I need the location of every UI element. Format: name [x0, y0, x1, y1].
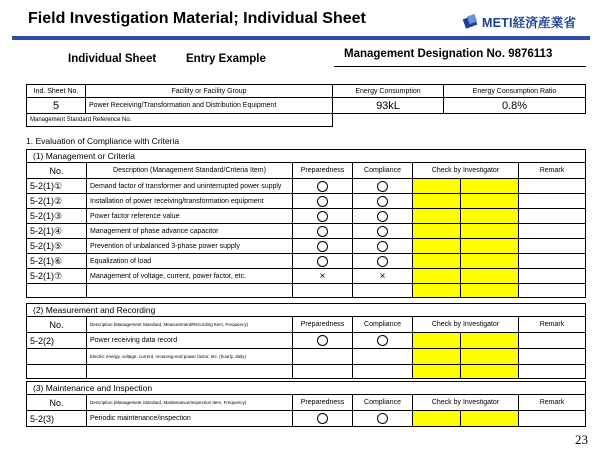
row-no: 5-2(1)⑥: [27, 254, 87, 269]
empty-cell: [353, 284, 413, 298]
check-cell[interactable]: [461, 284, 519, 298]
remark-cell[interactable]: [519, 179, 586, 194]
empty-cell: [87, 284, 293, 298]
remark-cell[interactable]: [519, 284, 586, 298]
subtitle-entry-example: Entry Example: [186, 53, 266, 65]
section2-title: (2) Measurement and Recording: [26, 303, 586, 316]
header-energy: Energy Consumption: [333, 85, 444, 98]
row-description: Prevention of unbalanced 3-phase power supply: [87, 239, 293, 254]
check-cell[interactable]: [413, 254, 461, 269]
table-row-empty: [27, 284, 586, 298]
row-description: Management of phase advance capacitor: [87, 224, 293, 239]
preparedness-mark: [293, 209, 353, 224]
check-cell[interactable]: [461, 254, 519, 269]
s3-header-check: Check by Investigator: [413, 395, 519, 411]
circle-mark-icon: [377, 226, 388, 237]
preparedness-mark: [293, 239, 353, 254]
remark-cell[interactable]: [519, 411, 586, 427]
page-number: 23: [575, 432, 588, 447]
mgmt-std-ref: Management Standard Reference No.: [27, 114, 333, 127]
energy-ratio-value: 0.8%: [444, 98, 586, 114]
remark-cell[interactable]: [519, 239, 586, 254]
s3-header-compliance: Compliance: [353, 395, 413, 411]
check-cell[interactable]: [461, 239, 519, 254]
empty-cell: [87, 365, 293, 379]
summary-table: [26, 84, 586, 127]
circle-mark-icon: [317, 196, 328, 207]
section2-table: [26, 316, 586, 379]
check-cell[interactable]: [461, 411, 519, 427]
check-cell[interactable]: [413, 239, 461, 254]
circle-mark-icon: [317, 226, 328, 237]
remark-cell[interactable]: [519, 209, 586, 224]
compliance-mark: [353, 333, 413, 349]
circle-mark-icon: [317, 413, 328, 424]
s1-header-preparedness: Preparedness: [293, 163, 353, 179]
s2-header-compliance: Compliance: [353, 317, 413, 333]
table-row: [27, 239, 586, 254]
circle-mark-icon: [317, 181, 328, 192]
logo-text: METI経済産業省: [482, 16, 577, 30]
s3-header-no: No.: [27, 395, 87, 411]
preparedness-mark: [293, 224, 353, 239]
section3-title: (3) Maintenance and Inspection: [26, 381, 586, 394]
title-rule: [12, 36, 590, 40]
meti-emblem-icon: [462, 12, 480, 30]
table-row: [27, 411, 586, 427]
check-cell[interactable]: [413, 209, 461, 224]
row-no: 5-2(3): [27, 411, 87, 427]
s3-header-description: Description (Management Standard, Maintenance/Inspection Item, Frequency): [87, 395, 293, 411]
preparedness-mark: [293, 179, 353, 194]
table-row: [27, 179, 586, 194]
table-row: [27, 194, 586, 209]
row-no: 5-2(1)①: [27, 179, 87, 194]
s2-header-description: Description (Management Standard, Measurement/Recording Item, Frequency): [87, 317, 293, 333]
circle-mark-icon: [377, 241, 388, 252]
check-cell[interactable]: [461, 224, 519, 239]
s2-header-check: Check by Investigator: [413, 317, 519, 333]
section1-title: (1) Management or Criteria: [26, 149, 586, 162]
check-cell[interactable]: [461, 179, 519, 194]
s1-header-description: Description (Management Standard/Criteria Item): [87, 163, 293, 179]
check-cell[interactable]: [461, 209, 519, 224]
circle-mark-icon: [377, 181, 388, 192]
compliance-cross-icon: ×: [353, 269, 413, 284]
compliance-mark: [353, 179, 413, 194]
table-row: [27, 269, 586, 284]
table-row: [27, 209, 586, 224]
s1-header-remark: Remark: [519, 163, 586, 179]
management-underline: [334, 66, 586, 67]
row-description: Equalization of load: [87, 254, 293, 269]
row-no: 5-2(1)②: [27, 194, 87, 209]
check-cell[interactable]: [413, 224, 461, 239]
row-description: Management of voltage, current, power factor, etc.: [87, 269, 293, 284]
compliance-mark: [353, 254, 413, 269]
row-description: Installation of power receiving/transformation equipment: [87, 194, 293, 209]
mgmt-std-ref-empty: [333, 114, 586, 127]
preparedness-mark: [293, 194, 353, 209]
check-cell[interactable]: [461, 194, 519, 209]
row-description: Electric energy, voltage, current, receiving-end power factor, etc. (hourly, daily): [87, 349, 293, 365]
remark-cell[interactable]: [519, 194, 586, 209]
check-cell[interactable]: [461, 333, 519, 349]
s2-header-preparedness: Preparedness: [293, 317, 353, 333]
remark-cell[interactable]: [519, 365, 586, 379]
row-no: 5-2(1)⑤: [27, 239, 87, 254]
row-description: Demand factor of transformer and uninterrupted power supply: [87, 179, 293, 194]
empty-cell: [293, 284, 353, 298]
check-cell[interactable]: [461, 349, 519, 365]
section3-table: [26, 394, 586, 427]
section1-table: [26, 162, 586, 298]
preparedness-cross-icon: ×: [293, 269, 353, 284]
preparedness-mark: [293, 411, 353, 427]
check-cell[interactable]: [413, 284, 461, 298]
check-cell[interactable]: [413, 333, 461, 349]
row-no: 5-2(1)③: [27, 209, 87, 224]
header-facility: Facility or Facility Group: [86, 85, 333, 98]
meti-logo: [462, 11, 588, 31]
preparedness-mark: [293, 333, 353, 349]
s1-header-no: No.: [27, 163, 87, 179]
facility-value: Power Receiving/Transformation and Distribution Equipment: [86, 98, 333, 114]
table-row-empty: [27, 365, 586, 379]
s2-header-no: No.: [27, 317, 87, 333]
circle-mark-icon: [317, 211, 328, 222]
evaluation-title: 1. Evaluation of Compliance with Criteria: [26, 136, 180, 146]
compliance-mark: [353, 224, 413, 239]
empty-cell: [27, 284, 87, 298]
circle-mark-icon: [377, 256, 388, 267]
header-energy-ratio: Energy Consumption Ratio: [444, 85, 586, 98]
ind-sheet-no: 5: [27, 98, 86, 114]
row-no: 5-2(1)⑦: [27, 269, 87, 284]
compliance-mark: [353, 209, 413, 224]
check-cell[interactable]: [413, 349, 461, 365]
check-cell[interactable]: [413, 411, 461, 427]
remark-cell[interactable]: [519, 254, 586, 269]
compliance-mark: [353, 239, 413, 254]
compliance-mark: [353, 411, 413, 427]
row-no: 5-2(2): [27, 333, 87, 349]
table-row: [27, 224, 586, 239]
circle-mark-icon: [377, 196, 388, 207]
check-cell[interactable]: [461, 365, 519, 379]
preparedness-mark: [293, 254, 353, 269]
s2-header-remark: Remark: [519, 317, 586, 333]
row-description: Periodic maintenance/inspection: [87, 411, 293, 427]
remark-cell[interactable]: [519, 333, 586, 349]
empty-cell: [293, 365, 353, 379]
management-designation: Management Designation No. 9876113: [344, 48, 553, 60]
s3-header-remark: Remark: [519, 395, 586, 411]
empty-cell: [353, 365, 413, 379]
s1-header-check: Check by Investigator: [413, 163, 519, 179]
empty-cell: [27, 365, 87, 379]
table-row: [27, 333, 586, 349]
check-cell[interactable]: [413, 269, 461, 284]
s3-header-preparedness: Preparedness: [293, 395, 353, 411]
check-cell[interactable]: [413, 179, 461, 194]
s1-header-compliance: Compliance: [353, 163, 413, 179]
circle-mark-icon: [317, 335, 328, 346]
circle-mark-icon: [317, 256, 328, 267]
compliance-mark: [353, 194, 413, 209]
row-no: 5-2(1)④: [27, 224, 87, 239]
remark-cell[interactable]: [519, 269, 586, 284]
check-cell[interactable]: [461, 269, 519, 284]
subtitle-individual-sheet: Individual Sheet: [68, 53, 157, 65]
circle-mark-icon: [377, 413, 388, 424]
remark-cell[interactable]: [519, 349, 586, 365]
check-cell[interactable]: [413, 365, 461, 379]
header-ind-sheet: Ind. Sheet No.: [27, 85, 86, 98]
row-description: Power receiving data record: [87, 333, 293, 349]
circle-mark-icon: [317, 241, 328, 252]
empty-cell: [353, 349, 413, 365]
row-description: Power factor reference value: [87, 209, 293, 224]
row-no: [27, 349, 87, 365]
page-title: Field Investigation Material; Individual Sheet: [28, 10, 366, 27]
empty-cell: [293, 349, 353, 365]
circle-mark-icon: [377, 211, 388, 222]
remark-cell[interactable]: [519, 224, 586, 239]
circle-mark-icon: [377, 335, 388, 346]
check-cell[interactable]: [413, 194, 461, 209]
table-row: [27, 254, 586, 269]
energy-value: 93kL: [333, 98, 444, 114]
table-row: [27, 349, 586, 365]
